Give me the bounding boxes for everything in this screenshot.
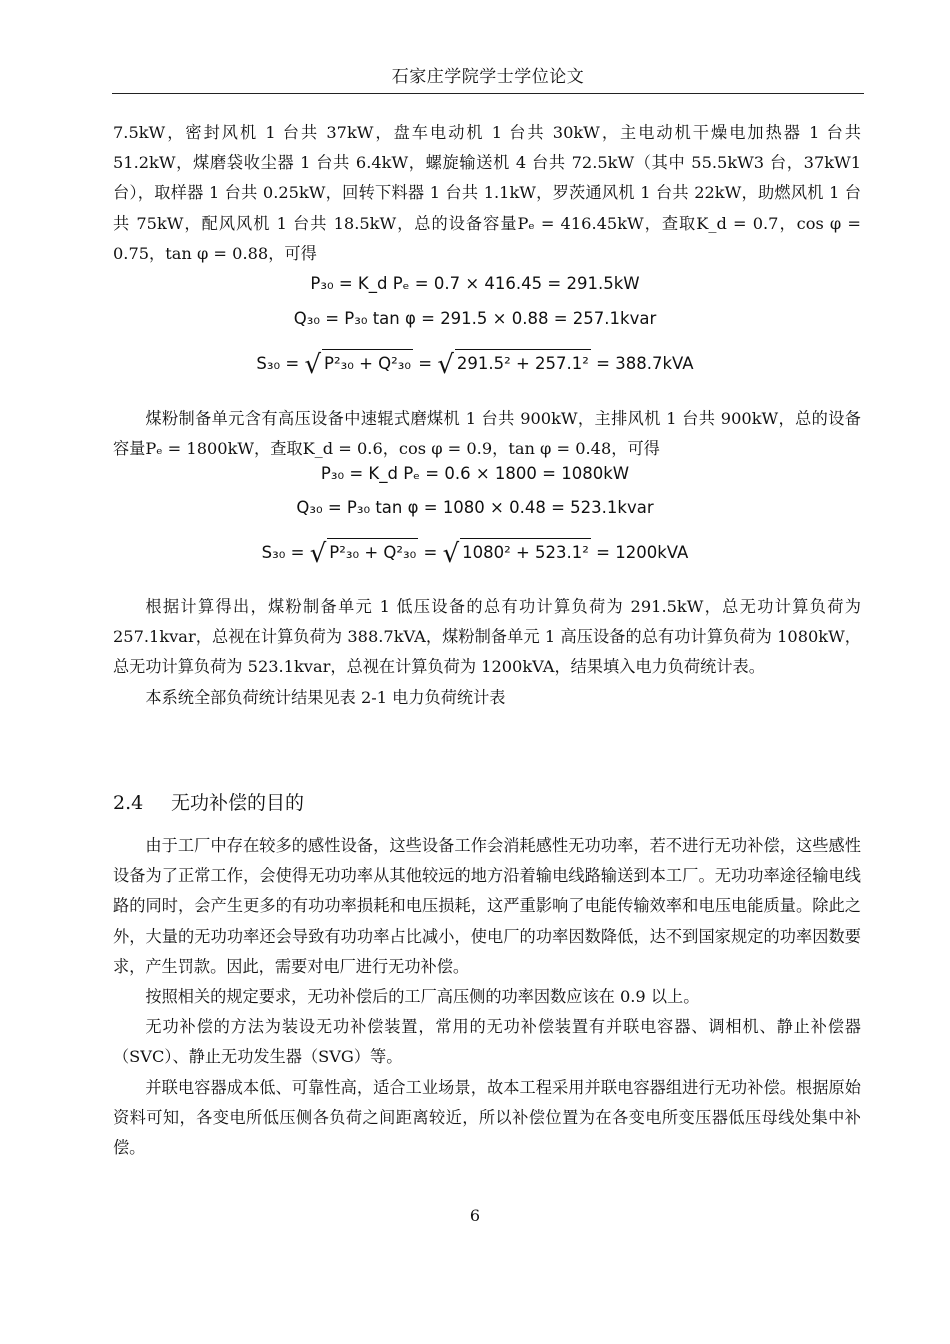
paragraph: 按照相关的规定要求，无功补偿后的工厂高压侧的功率因数应该在 0.9 以上。: [145, 987, 700, 1007]
section-number: 2.4: [113, 792, 144, 814]
paragraph: 本系统全部负荷统计结果见表 2-1 电力负荷统计表: [145, 687, 506, 707]
body-block-3: [113, 592, 861, 713]
equals-sign: =: [418, 354, 433, 373]
page-header: 石家庄学院学士学位论文: [391, 67, 585, 87]
equation-p30-high: P₃₀ = K_d Pₑ = 0.6 × 1800 = 1080kW: [320, 464, 630, 483]
paragraph: 根据计算得出，煤粉制备单元 1 低压设备的总有功计算负荷为 291.5kW，总无功计算负荷为 257.1kvar，总视在计算负荷为 388.7kVA，煤粉制备单元 1 高压设备的总有功计算负荷为 1080kW，总无功计算负荷为 523.1kvar，总视在计算负荷为 1200kVA，结果填入电力负荷统计表。: [113, 597, 861, 677]
equation-result: = 1200kVA: [596, 543, 689, 562]
section-title: 无功补偿的目的: [171, 792, 305, 814]
equals-sign: =: [423, 543, 438, 562]
sqrt-term: 291.5² + 257.1²: [455, 349, 591, 378]
equation-lhs: S₃₀ =: [261, 543, 305, 562]
equation-lhs: S₃₀ =: [256, 354, 300, 373]
sqrt-sign: √: [304, 350, 322, 380]
equation-q30-low: Q₃₀ = P₃₀ tan φ = 291.5 × 0.88 = 257.1kvar: [293, 309, 657, 328]
paragraph: 无功补偿的方法为装设无功补偿装置，常用的无功补偿装置有并联电容器、调相机、静止补偿器（SVC）、静止无功发生器（SVG）等。: [113, 1017, 861, 1067]
header-divider: [112, 93, 864, 94]
body-block-1: [113, 118, 861, 269]
equation-p30-low: P₃₀ = K_d Pₑ = 0.7 × 416.45 = 291.5kW: [310, 274, 640, 293]
sqrt-term: P²₃₀ + Q²₃₀: [327, 538, 418, 567]
equation-s30-low: [0, 349, 950, 379]
equation-s30-high: [0, 538, 950, 568]
sqrt-sign: √: [437, 350, 454, 380]
equation-q30-high: Q₃₀ = P₃₀ tan φ = 1080 × 0.48 = 523.1kvar: [296, 498, 654, 517]
sqrt-sign: √: [309, 539, 327, 569]
sqrt-term: 1080² + 523.1²: [460, 538, 591, 567]
page-number: 6: [469, 1206, 481, 1225]
paragraph: 并联电容器成本低、可靠性高，适合工业场景，故本工程采用并联电容器组进行无功补偿。根据原始资料可知，各变电所低压侧各负荷之间距离较近，所以补偿位置为在各变电所变压器低压母线处集中补偿。: [113, 1077, 861, 1158]
paragraph: 由于工厂中存在较多的感性设备，这些设备工作会消耗感性无功功率，若不进行无功补偿，这些感性设备为了正常工作，会使得无功功率从其他较远的地方沿着输电线路输送到本工厂。无功功率途径输电线路的同时，会产生更多的有功功率损耗和电压损耗，这严重影响了电能传输效率和电压电能质量。除此之外，大量的无功功率还会导致有功功率占比减小，使电厂的功率因数降低，达不到国家规定的功率因数要求，产生罚款。因此，需要对电厂进行无功补偿。: [113, 836, 861, 976]
paragraph: 煤粉制备单元含有高压设备中速辊式磨煤机 1 台共 900kW，主排风机 1 台共 900kW，总的设备容量Pₑ = 1800kW，查取K_d = 0.6，cos φ = 0.9，tan φ = 0.48，可得: [113, 409, 861, 459]
equation-result: = 388.7kVA: [596, 354, 694, 373]
body-block-2: [113, 404, 861, 464]
paragraph: 7.5kW，密封风机 1 台共 37kW，盘车电动机 1 台共 30kW，主电动机干燥电加热器 1 台共 51.2kW，煤磨袋收尘器 1 台共 6.4kW，螺旋输送机 4 台共 72.5kW（其中 55.5kW3 台，37kW1 台），取样器 1 台共 0.25kW，回转下料器 1 台共 1.1kW，罗茨通风机 1 台共 22kW，助燃风机 1 台共 75kW，配风风机 1 台共 18.5kW，总的设备容量Pₑ = 416.45kW，查取K_d = 0.7，cos φ = 0.75，tan φ = 0.88，可得: [113, 123, 861, 263]
sqrt-sign: √: [442, 539, 460, 569]
sqrt-term: P²₃₀ + Q²₃₀: [322, 349, 413, 378]
body-block-4: [113, 831, 861, 1163]
section-heading: [113, 788, 304, 818]
